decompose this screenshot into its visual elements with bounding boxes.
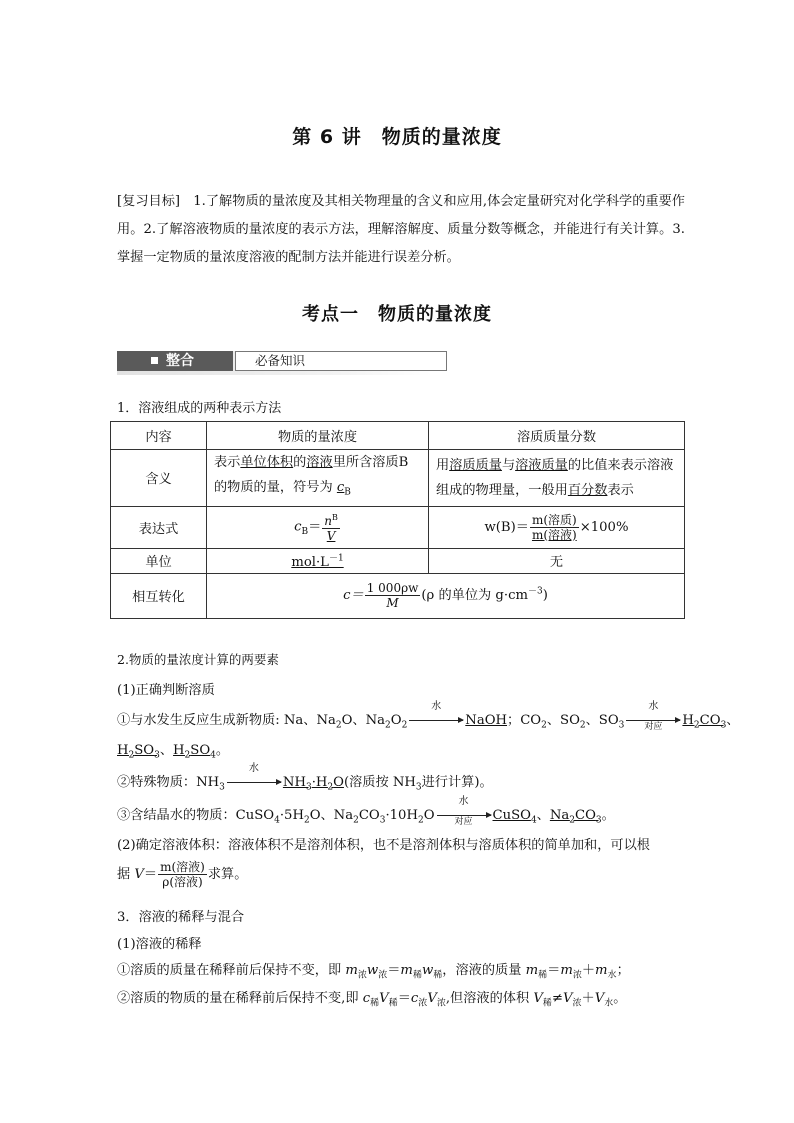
molarity-unit: $mol\cdot L^{-1}$ bbox=[207, 548, 429, 573]
molarity-meaning: 表示单位体积的溶液里所含溶质B 的物质的量，符号为 $c_B$ bbox=[207, 450, 429, 507]
item-react-water-cont: $H_2SO_3$、$H_2SO_4$。 bbox=[117, 743, 230, 761]
mass-fraction-meaning: 用溶质质量与溶液质量的比值来表示溶液组成的物理量，一般用百分数表示 bbox=[429, 450, 685, 507]
reaction-arrow-icon: 水 对应 bbox=[437, 808, 491, 823]
paragraph-volume-formula: 据 V＝ $\frac{\text{m(溶液)}}{\text{ρ(溶液)}}$ 求算。 bbox=[117, 860, 248, 889]
paragraph-volume: (2)确定溶液体积：溶液体积不是溶剂体积，也不是溶剂体积与溶质体积的简单加和，可以根 bbox=[117, 838, 650, 853]
mass-fraction-formula: w(B)＝ $\frac{\text{m(溶质)}}{\text{m(溶液)}}$ ×100% bbox=[429, 506, 685, 548]
concentration-table bbox=[110, 421, 685, 619]
header-cell: 溶质质量分数 bbox=[429, 422, 685, 450]
goals-tag: [复习目标] bbox=[117, 194, 181, 209]
molarity-formula: $c_B=$ $\frac{n^B}{V}$ bbox=[207, 506, 429, 548]
dilution-mole-rule: ②溶质的物质的量在稀释前后保持不变,即 $c_稀V_稀=c_浓V_浓$,但溶液的体积 $V_稀\ne V_浓+V_水$。 bbox=[117, 991, 627, 1009]
dilution-mass-rule: ①溶质的质量在稀释前后保持不变，即 $m_浓w_浓=m_稀w_稀$，溶液的质量 $m_稀=m_浓+m_水$； bbox=[117, 963, 630, 981]
row-label: 含义 bbox=[111, 450, 207, 507]
banner-label-left: 整合 bbox=[117, 351, 233, 371]
banner-label-right: 必备知识 bbox=[235, 351, 447, 371]
item-react-water: ①与水发生反应生成新物质: Na、$Na_2O$、$Na_2O_2$ 水 NaOH；$CO_2$、$SO_2$、$SO_3$ 水 对应 $H_2CO_3$、 bbox=[117, 701, 740, 732]
square-icon bbox=[151, 357, 158, 364]
row-label: 单位 bbox=[111, 548, 207, 573]
reaction-arrow-icon: 水 bbox=[227, 775, 281, 790]
goals-text: 1.了解物质的量浓度及其相关物理量的含义和应用,体会定量研究对化学科学的重要作用。2.了解溶液物质的量浓度的表示方法，理解溶解度、质量分数等概念，并能进行有关计算。3.掌握一定物质的量浓度溶液的配制方法并能进行误差分析。 bbox=[117, 194, 685, 265]
row-label: 表达式 bbox=[111, 506, 207, 548]
page-title: 第 6 讲 物质的量浓度 bbox=[292, 126, 502, 148]
header-cell: 物质的量浓度 bbox=[207, 422, 429, 450]
section-title: 考点一 物质的量浓度 bbox=[302, 304, 492, 325]
table-row bbox=[111, 573, 685, 618]
mass-fraction-unit: 无 bbox=[429, 548, 685, 573]
header-cell: 内容 bbox=[111, 422, 207, 450]
review-goals bbox=[117, 188, 685, 272]
reaction-arrow-icon: 水 bbox=[409, 713, 463, 728]
paragraph-dilution: (1)溶液的稀释 bbox=[117, 937, 202, 952]
paragraph-solute: (1)正确判断溶质 bbox=[117, 683, 215, 698]
heading-3: 3．溶液的稀释与混合 bbox=[117, 910, 245, 925]
item-crystal-water: ③含结晶水的物质：$CuSO_4\cdot 5H_2O$、$Na_2CO_3\cdot 10H_2O$ 水 对应 CuSO$_4$、$Na_2CO_3$。 bbox=[117, 796, 615, 827]
conversion-formula: c＝ $\frac{1 000\rho w}{M}$ (ρ 的单位为 $g\cdot cm^{-3}$) bbox=[207, 573, 685, 618]
heading-2: 2.物质的量浓度计算的两要素 bbox=[117, 652, 279, 667]
table-row bbox=[111, 450, 685, 507]
table-row bbox=[111, 548, 685, 573]
row-label: 相互转化 bbox=[111, 573, 207, 618]
item-special-substance: ②特殊物质：$NH_3$ 水 $NH_3\cdot H_2O$(溶质按 $NH_3$进行计算)。 bbox=[117, 763, 493, 793]
reaction-arrow-icon: 水 对应 bbox=[626, 713, 680, 728]
table-row bbox=[111, 506, 685, 548]
section-banner bbox=[117, 351, 432, 375]
table-row bbox=[111, 422, 685, 450]
heading-1: 1．溶液组成的两种表示方法 bbox=[117, 401, 282, 416]
